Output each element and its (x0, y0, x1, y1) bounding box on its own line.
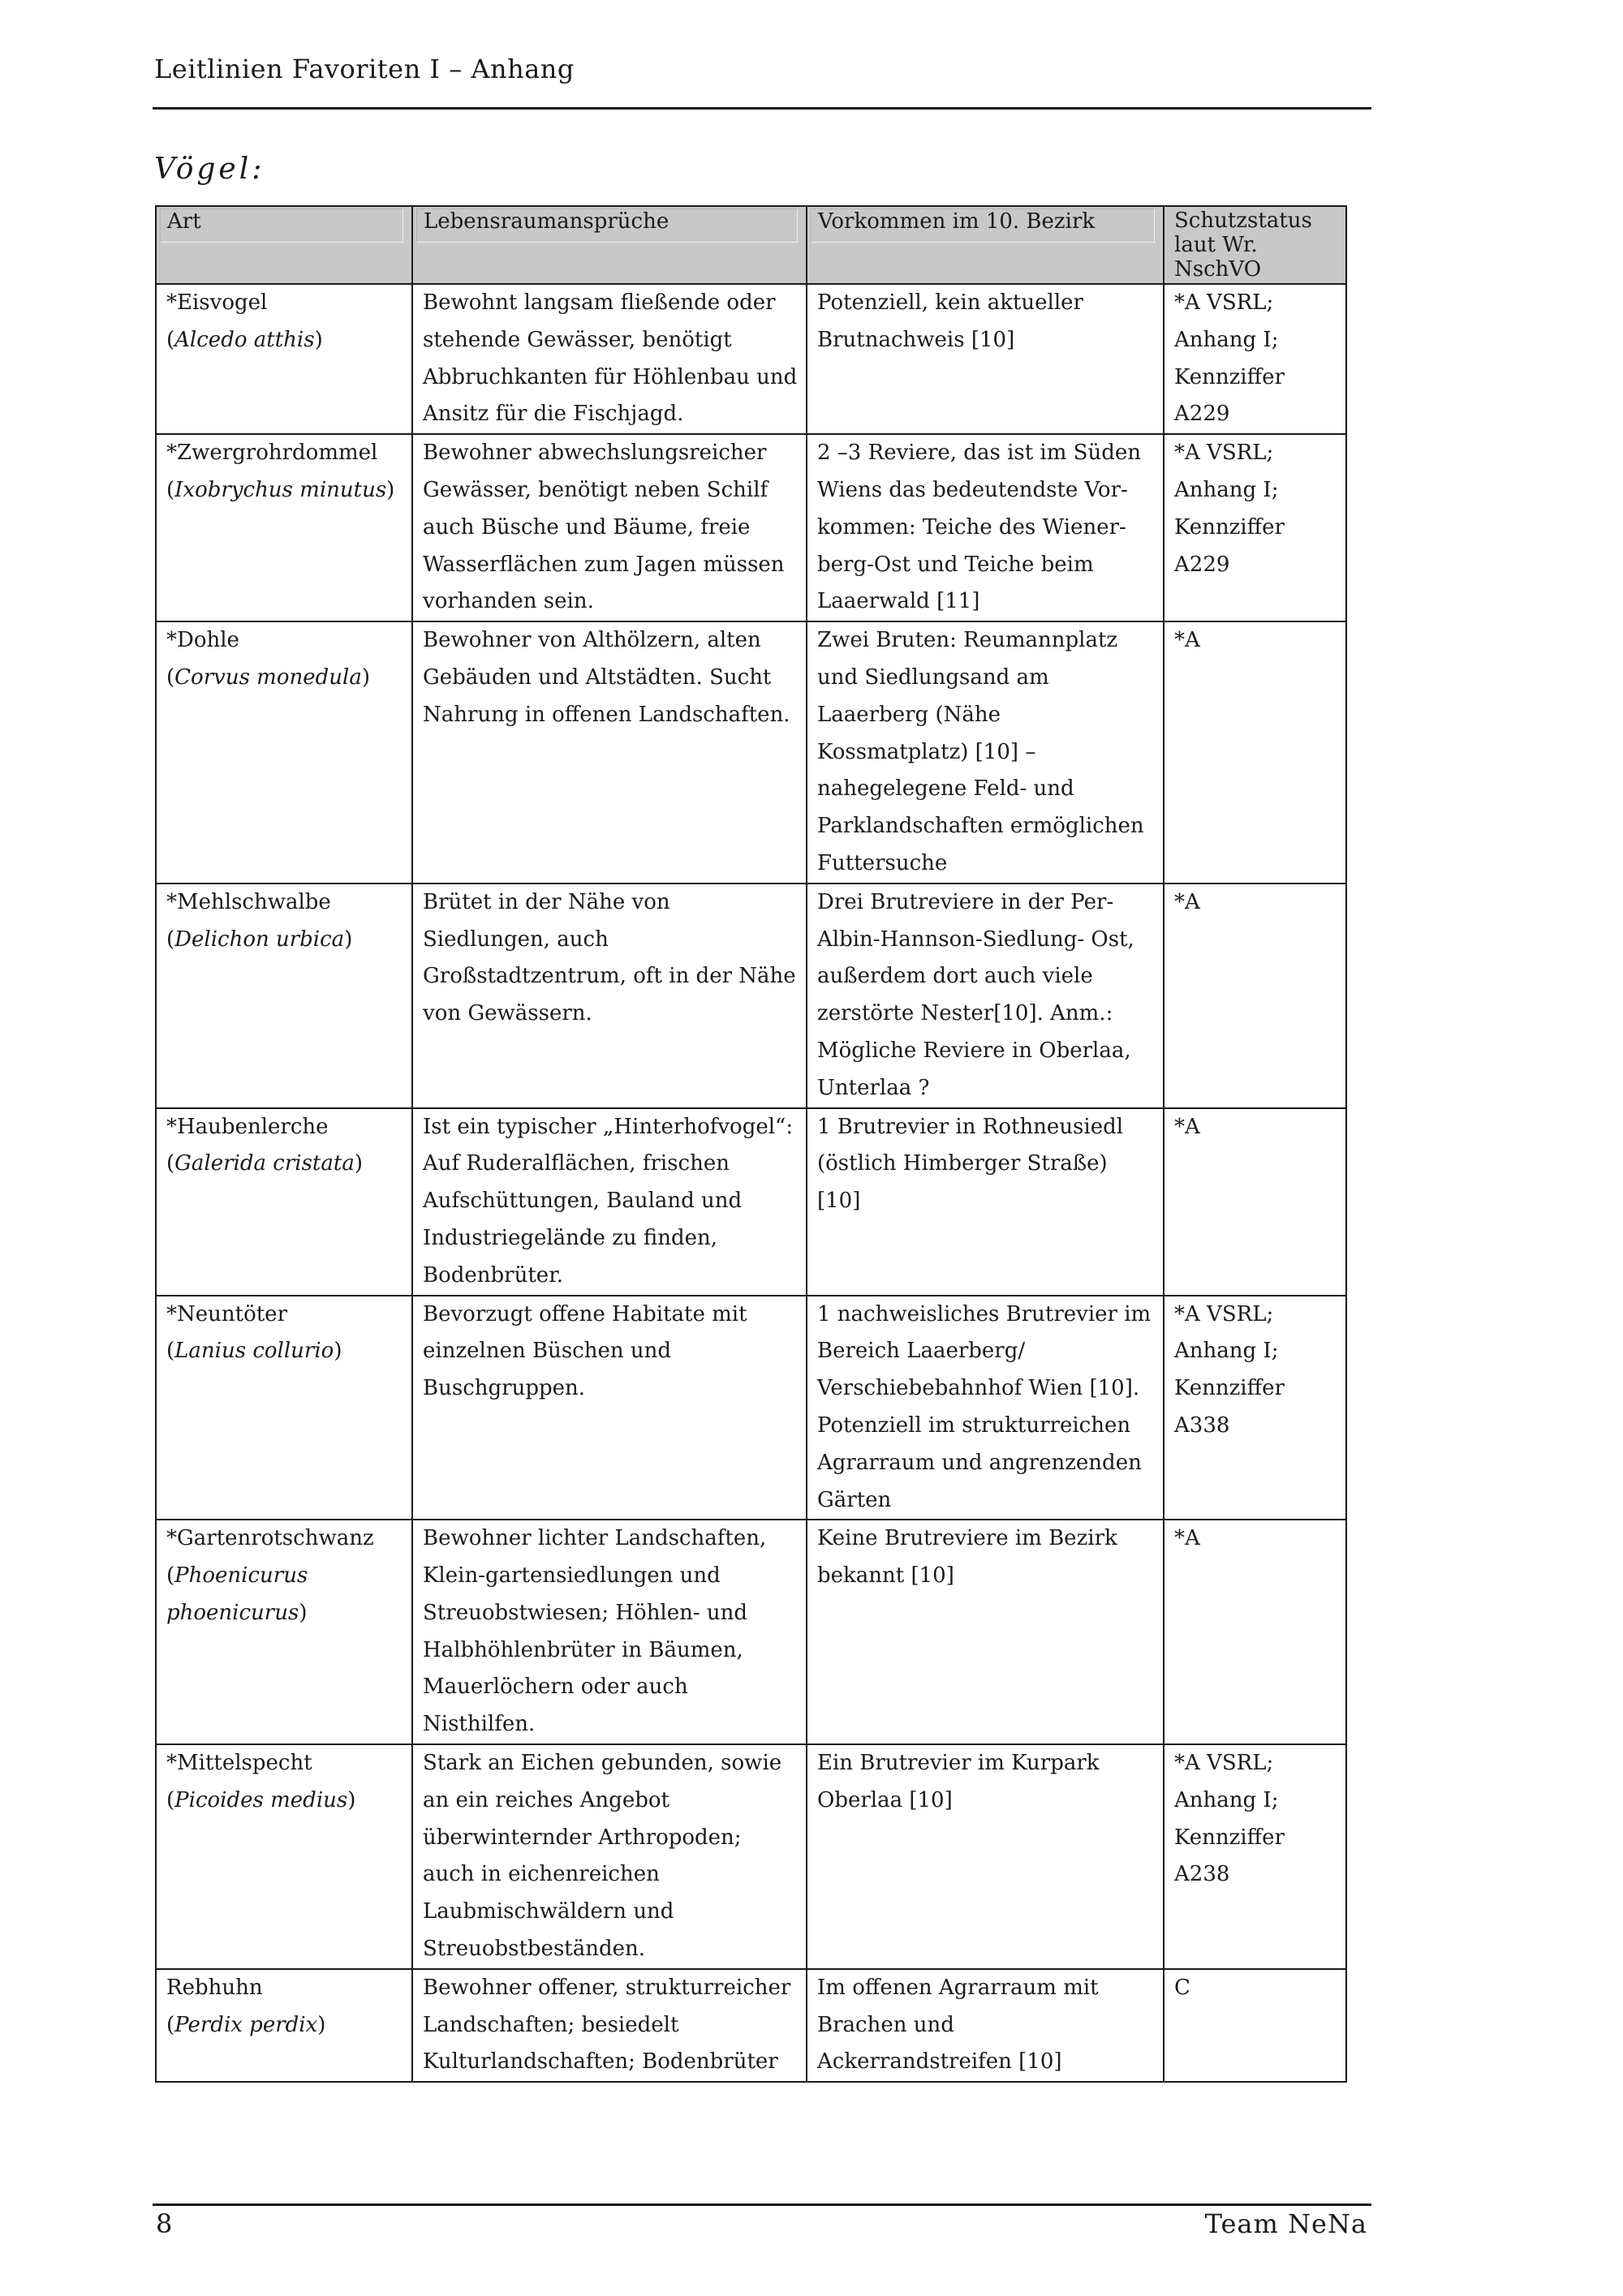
status-cell: *A VSRL; Anhang I; Kennziffer A238 (1164, 1744, 1346, 1969)
table-row (156, 884, 1346, 1108)
species-cell (156, 621, 412, 884)
species-name: *Neuntöter (166, 1301, 287, 1326)
species-latin-name: (Phoenicurus phoenicurus) (166, 1563, 308, 1625)
status-cell: *A (1164, 884, 1346, 1108)
column-header-status (1164, 206, 1346, 284)
species-name: *Haubenlerche (166, 1114, 329, 1139)
footer-divider (153, 2204, 1371, 2206)
species-cell (156, 1969, 412, 2082)
species-latin-name: (Lanius collurio) (166, 1339, 342, 1364)
species-cell (156, 284, 412, 434)
occurrence-cell: 1 nachweisliches Brutrevier im Bereich Laaerberg/ Verschiebebahnhof Wien [10]. Potenziell im strukturreichen Agrarraum und angrenzenden Gärten (807, 1296, 1164, 1520)
table-row (156, 434, 1346, 621)
column-header-occurrence-label: Vorkommen im 10. Bezirk (811, 209, 1155, 243)
header-divider (153, 107, 1371, 110)
species-cell (156, 1296, 412, 1520)
species-name: *Zwergrohrdommel (166, 441, 378, 466)
page-header-title: Leitlinien Favoriten I – Anhang (154, 54, 575, 84)
habitat-cell: Stark an Eichen gebunden, sowie an ein reiches Angebot überwinternder Arthropoden; auch in eichenreichen Laubmischwäldern und Streuobstbeständen. (412, 1744, 807, 1969)
status-cell: *A (1164, 621, 1346, 884)
page-number: 8 (156, 2208, 173, 2239)
section-title: Vögel: (154, 153, 265, 186)
occurrence-cell: Potenziell, kein aktueller Brutnachweis [10] (807, 284, 1164, 434)
species-name: *Mehlschwalbe (166, 889, 331, 914)
column-header-status-label: Schutzstatus laut Wr. NschVO (1174, 209, 1312, 282)
status-cell: *A VSRL; Anhang I; Kennziffer A229 (1164, 434, 1346, 621)
occurrence-cell: 2 –3 Reviere, das ist im Süden Wiens das bedeutendste Vor-kommen: Teiche des Wiener-berg-Ost und Teiche beim Laaerwald [11] (807, 434, 1164, 621)
column-header-art (156, 206, 412, 284)
table-row (156, 284, 1346, 434)
table-row (156, 1296, 1346, 1520)
occurrence-cell: Drei Brutreviere in der Per-Albin-Hannson-Siedlung- Ost, außerdem dort auch viele zerstörte Nester[10]. Anm.: Mögliche Reviere in Oberlaa, Unterlaa ? (807, 884, 1164, 1108)
species-latin-name: (Delichon urbica) (166, 927, 353, 952)
species-cell (156, 1744, 412, 1969)
habitat-cell: Brütet in der Nähe von Siedlungen, auch Großstadtzentrum, oft in der Nähe von Gewässern. (412, 884, 807, 1108)
species-name: *Mittelspecht (166, 1751, 312, 1776)
table-row (156, 1108, 1346, 1296)
table-row (156, 1744, 1346, 1969)
habitat-cell: Bewohner offener, strukturreicher Landschaften; besiedelt Kulturlandschaften; Bodenbrüter (412, 1969, 807, 2082)
species-table (155, 205, 1347, 2083)
species-latin-name: (Ixobrychus minutus) (166, 477, 395, 502)
species-cell (156, 1108, 412, 1296)
table-row (156, 1969, 1346, 2082)
species-latin-name: (Alcedo atthis) (166, 327, 323, 352)
species-latin-name: (Perdix perdix) (166, 2012, 326, 2037)
column-header-habitat (412, 206, 807, 284)
status-cell: *A VSRL; Anhang I; Kennziffer A338 (1164, 1296, 1346, 1520)
habitat-cell: Bevorzugt offene Habitate mit einzelnen Büschen und Buschgruppen. (412, 1296, 807, 1520)
table-row (156, 1520, 1346, 1744)
species-name: *Eisvogel (166, 290, 268, 315)
habitat-cell: Bewohner abwechslungsreicher Gewässer, benötigt neben Schilf auch Büsche und Bäume, freie Wasserflächen zum Jagen müssen vorhanden sein. (412, 434, 807, 621)
status-cell: *A (1164, 1520, 1346, 1744)
occurrence-cell: Zwei Bruten: Reumannplatz und Siedlungsand am Laaerberg (Nähe Kossmatplatz) [10] – nahegelegene Feld- und Parklandschaften ermöglichen Futtersuche (807, 621, 1164, 884)
occurrence-cell: Keine Brutreviere im Bezirk bekannt [10] (807, 1520, 1164, 1744)
species-cell (156, 884, 412, 1108)
habitat-cell: Bewohner von Althölzern, alten Gebäuden und Altstädten. Sucht Nahrung in offenen Landschaften. (412, 621, 807, 884)
table-header-row (156, 206, 1346, 284)
occurrence-cell: Ein Brutrevier im Kurpark Oberlaa [10] (807, 1744, 1164, 1969)
species-name: *Dohle (166, 628, 239, 653)
status-cell: *A (1164, 1108, 1346, 1296)
species-latin-name: (Picoides medius) (166, 1787, 356, 1812)
column-header-art-label: Art (160, 209, 403, 243)
occurrence-cell: 1 Brutrevier in Rothneusiedl (östlich Himberger Straße) [10] (807, 1108, 1164, 1296)
habitat-cell: Bewohnt langsam fließende oder stehende Gewässer, benötigt Abbruchkanten für Höhlenbau und Ansitz für die Fischjagd. (412, 284, 807, 434)
habitat-cell: Bewohner lichter Landschaften, Klein-gartensiedlungen und Streuobstwiesen; Höhlen- und Halbhöhlenbrüter in Bäumen, Mauerlöchern oder auch Nisthilfen. (412, 1520, 807, 1744)
species-name: Rebhuhn (166, 1975, 263, 2000)
column-header-habitat-label: Lebensraumansprüche (416, 209, 798, 243)
column-header-occurrence (807, 206, 1164, 284)
species-latin-name: (Galerida cristata) (166, 1151, 363, 1176)
status-cell: *A VSRL; Anhang I; Kennziffer A229 (1164, 284, 1346, 434)
habitat-cell: Ist ein typischer „Hinterhofvogel“: Auf Ruderalflächen, frischen Aufschüttungen, Bauland und Industriegelände zu finden, Bodenbrüter. (412, 1108, 807, 1296)
table-row (156, 621, 1346, 884)
footer-team-name: Team NeNa (1204, 2208, 1367, 2239)
occurrence-cell: Im offenen Agrarraum mit Brachen und Ackerrandstreifen [10] (807, 1969, 1164, 2082)
species-name: *Gartenrotschwanz (166, 1526, 374, 1551)
status-cell: C (1164, 1969, 1346, 2082)
species-latin-name: (Corvus monedula) (166, 664, 370, 690)
species-cell (156, 434, 412, 621)
species-cell (156, 1520, 412, 1744)
